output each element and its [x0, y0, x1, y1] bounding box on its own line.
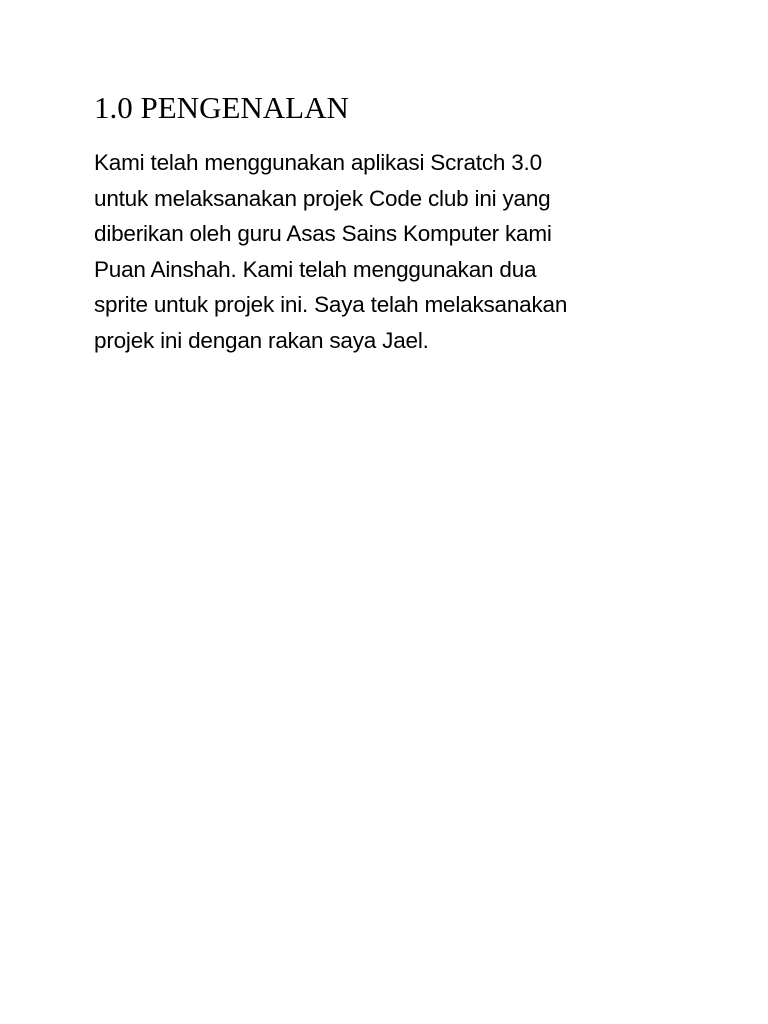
paragraph-line: sprite untuk projek ini. Saya telah melaksanakan	[94, 292, 568, 317]
section-heading: 1.0 PENGENALAN	[94, 90, 349, 125]
paragraph-line: untuk melaksanakan projek Code club ini yang	[94, 185, 551, 211]
paragraph-line: diberikan oleh guru Asas Sains Komputer kami	[94, 221, 552, 246]
paragraph-line: Kami telah menggunakan aplikasi Scratch 3.0	[94, 150, 542, 175]
paragraph-line: projek ini dengan rakan saya Jael.	[94, 327, 429, 353]
paragraph-line: Puan Ainshah. Kami telah menggunakan dua	[94, 256, 537, 282]
intro-paragraph	[94, 145, 694, 358]
